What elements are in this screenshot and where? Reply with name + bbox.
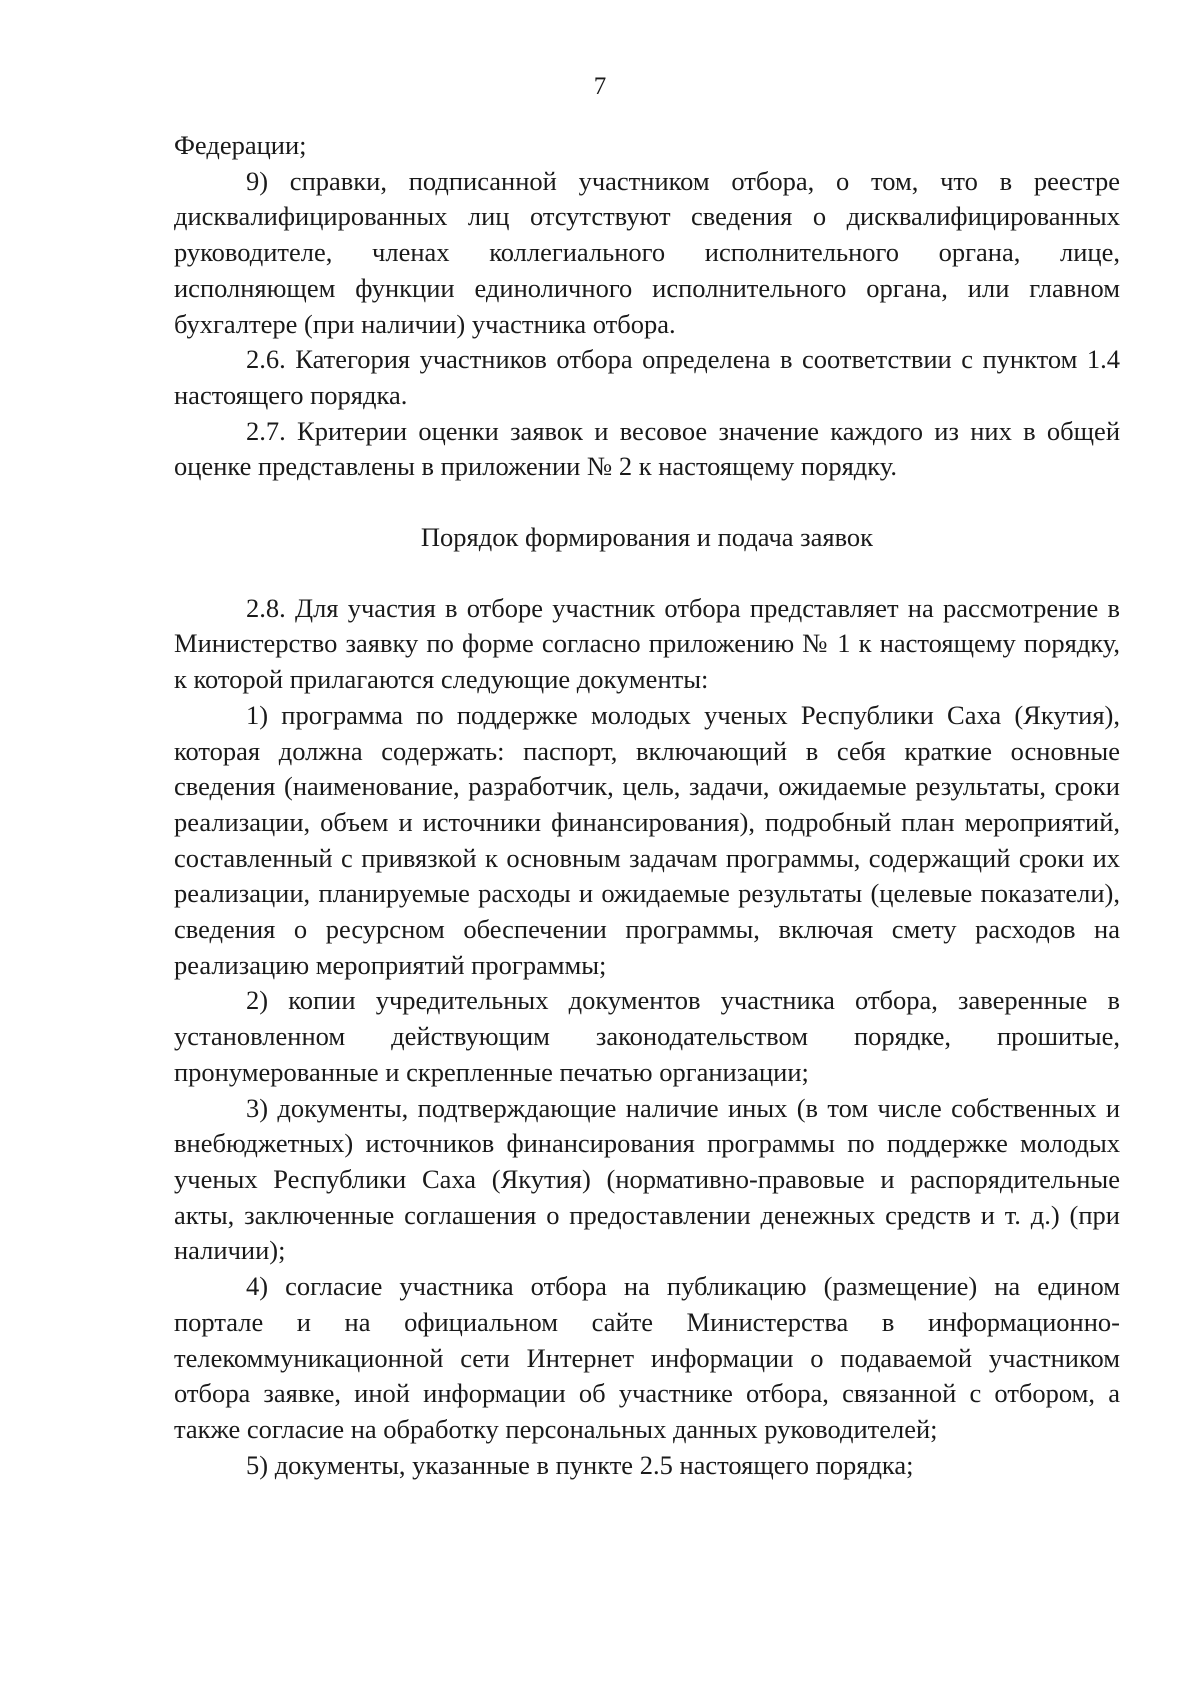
paragraph-item-3: 3) документы, подтверждающие наличие иных (в том числе собственных и внебюджетных) источников финансирования программы по поддержке молодых ученых Республики Саха (Якутия) (нормативно-правовые и распорядительные акты, заключенные соглашения о предоставлении денежных средств и т. д.) (при наличии); [174, 1092, 1120, 1266]
paragraph-item-5: 5) документы, указанные в пункте 2.5 настоящего порядка; [246, 1449, 914, 1480]
paragraph-item-9: 9) справки, подписанной участником отбора, о том, что в реестре дисквалифицированных лиц отсутствуют сведения о дисквалифицированных руководителе, членах коллегиального исполнительного органа, лице, исполняющем функции единоличного исполнительного органа, или главном бухгалтере (при наличии) участника отбора. [174, 165, 1120, 339]
page-number: 7 [593, 73, 607, 100]
paragraph-2-7: 2.7. Критерии оценки заявок и весовое значение каждого из них в общей оценке представлены в приложении № 2 к настоящему порядку. [174, 415, 1120, 482]
paragraph-item-2: 2) копии учредительных документов участника отбора, заверенные в установленном действующим законодательством порядке, прошитые, пронумерованные и скрепленные печатью организации; [174, 985, 1120, 1087]
paragraph-item-1: 1) программа по поддержке молодых ученых Республики Саха (Якутия), которая должна содержать: паспорт, включающий в себя краткие основные сведения (наименование, разработчик, цель, задачи, ожидаемые результаты, сроки реализации, объем и источники финансирования), подробный план мероприятий, составленный с привязкой к основным задачам программы, содержащий сроки их реализации, планируемые расходы и ожидаемые результаты (целевые показатели), сведения о ресурсном обеспечении программы, включая смету расходов на реализацию мероприятий программы; [174, 699, 1120, 980]
section-heading: Порядок формирования и подача заявок [420, 522, 874, 553]
paragraph-2-8: 2.8. Для участия в отборе участник отбора представляет на рассмотрение в Министерство заявку по форме согласно приложению № 1 к настоящему порядку, к которой прилагаются следующие документы: [174, 592, 1120, 695]
paragraph-2-6: 2.6. Категория участников отбора определена в соответствии с пунктом 1.4 настоящего порядка. [174, 344, 1120, 410]
paragraph-item-4: 4) согласие участника отбора на публикацию (размещение) на едином портале и на официальном сайте Министерства в информационно-телекоммуникационной сети Интернет информации о подаваемой участником отбора заявке, иной информации об участнике отбора, связанной с отбором, а также согласие на обработку персональных данных руководителей; [174, 1271, 1120, 1444]
document-body [174, 128, 1120, 1483]
paragraph-continuation: Федерации; [174, 130, 307, 160]
